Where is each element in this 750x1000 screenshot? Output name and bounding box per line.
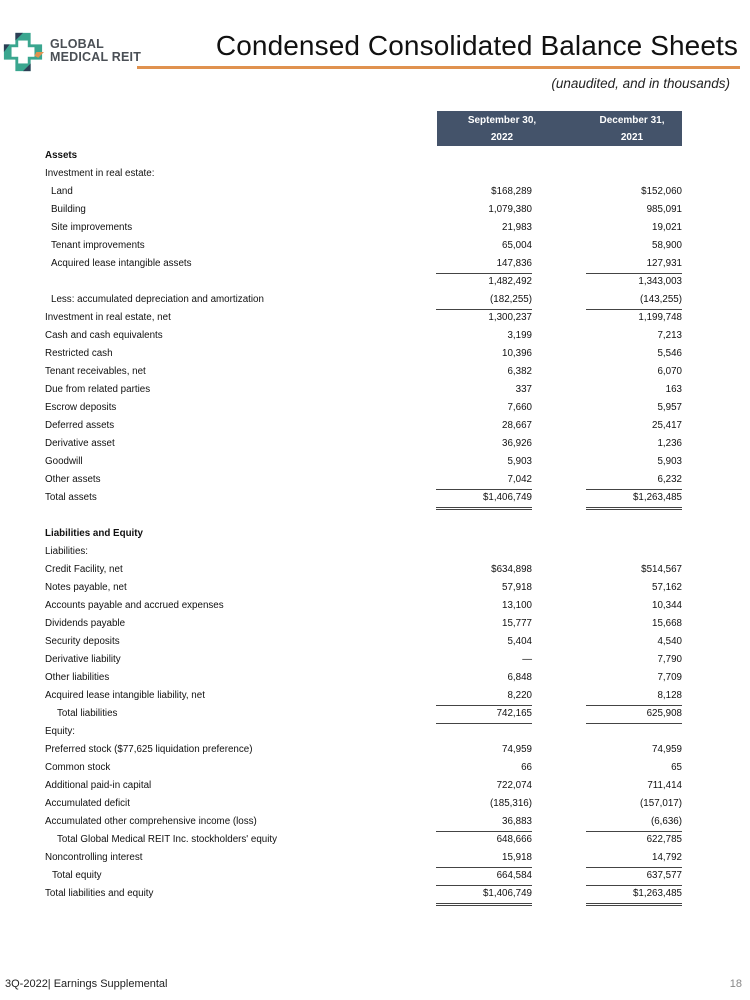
column-header-2-line-1: December 31, bbox=[599, 115, 665, 126]
value-2021: 127,931 bbox=[586, 255, 682, 274]
row-label: Liabilities and Equity bbox=[45, 528, 143, 539]
page-number: 18 bbox=[729, 978, 742, 990]
column-header bbox=[437, 111, 682, 146]
row-label: Investment in real estate, net bbox=[45, 312, 171, 323]
value-2021: 5,957 bbox=[657, 402, 682, 413]
medical-cross-logo-icon bbox=[2, 30, 44, 74]
value-2022: 6,848 bbox=[507, 672, 532, 683]
value-2022: $168,289 bbox=[491, 186, 532, 197]
row-label: Total equity bbox=[52, 870, 102, 881]
value-2021: 8,128 bbox=[586, 687, 682, 706]
row-label: Other liabilities bbox=[45, 672, 110, 683]
value-2021: (157,017) bbox=[640, 798, 682, 809]
value-2021: 163 bbox=[665, 384, 682, 395]
value-2022: 10,396 bbox=[502, 348, 532, 359]
row-label: Total liabilities bbox=[57, 708, 118, 719]
value-2022: 722,074 bbox=[496, 780, 532, 791]
value-2021: 985,091 bbox=[646, 204, 682, 215]
table-row bbox=[0, 777, 750, 795]
value-2021: 14,792 bbox=[586, 849, 682, 868]
table-row bbox=[0, 255, 750, 273]
value-2021: (6,636) bbox=[586, 813, 682, 832]
title-underline bbox=[137, 66, 740, 69]
value-2021: 7,213 bbox=[657, 330, 682, 341]
table-row bbox=[0, 309, 750, 327]
value-2022: 5,404 bbox=[507, 636, 532, 647]
stockholders-equity-row bbox=[0, 831, 750, 849]
row-label: Accumulated deficit bbox=[45, 798, 130, 809]
value-2021: 7,790 bbox=[657, 654, 682, 665]
row-label: Common stock bbox=[45, 762, 111, 773]
balance-sheet-table bbox=[0, 147, 750, 903]
row-label: Cash and cash equivalents bbox=[45, 330, 163, 341]
page-subtitle: (unaudited, and in thousands) bbox=[551, 76, 730, 91]
logo-line-1: GLOBAL bbox=[50, 37, 104, 51]
value-2021: 625,908 bbox=[586, 705, 682, 724]
value-2022: 742,165 bbox=[436, 705, 532, 724]
value-2022: — bbox=[522, 654, 532, 665]
table-row bbox=[0, 291, 750, 309]
table-row bbox=[0, 813, 750, 831]
table-row bbox=[0, 453, 750, 471]
value-2022: 3,199 bbox=[507, 330, 532, 341]
table-row bbox=[0, 327, 750, 345]
value-2022: $1,406,749 bbox=[436, 885, 532, 906]
value-2021: 65 bbox=[671, 762, 682, 773]
value-2022: 337 bbox=[515, 384, 532, 395]
row-label: Total liabilities and equity bbox=[45, 888, 154, 899]
column-header-1-line-2: 2022 bbox=[490, 132, 514, 143]
table-row bbox=[0, 417, 750, 435]
value-2022: 36,926 bbox=[502, 438, 532, 449]
table-row bbox=[0, 219, 750, 237]
value-2021: 1,343,003 bbox=[638, 276, 682, 287]
value-2022: 1,079,380 bbox=[488, 204, 532, 215]
value-2022: (182,255) bbox=[436, 291, 532, 310]
value-2022: 21,983 bbox=[502, 222, 532, 233]
table-row bbox=[0, 165, 750, 183]
row-label: Deferred assets bbox=[45, 420, 115, 431]
row-label: Due from related parties bbox=[45, 384, 151, 395]
value-2021: 1,199,748 bbox=[638, 312, 682, 323]
table-row bbox=[0, 543, 750, 561]
value-2021: 6,070 bbox=[657, 366, 682, 377]
value-2021: 711,414 bbox=[647, 780, 682, 791]
value-2022: 1,482,492 bbox=[488, 276, 532, 287]
value-2021: 622,785 bbox=[646, 834, 682, 845]
row-label: Assets bbox=[45, 150, 78, 161]
table-row bbox=[0, 183, 750, 201]
logo-wordmark bbox=[50, 38, 141, 64]
value-2021: 637,577 bbox=[586, 867, 682, 886]
table-row bbox=[0, 687, 750, 705]
row-label: Accumulated other comprehensive income (loss) bbox=[45, 816, 257, 827]
table-row bbox=[0, 651, 750, 669]
row-label: Tenant improvements bbox=[51, 240, 145, 251]
value-2022: 36,883 bbox=[436, 813, 532, 832]
total-liabilities-row bbox=[0, 705, 750, 723]
value-2021: 5,903 bbox=[657, 456, 682, 467]
row-label: Acquired lease intangible liability, net bbox=[45, 690, 205, 701]
table-row bbox=[0, 741, 750, 759]
row-label: Restricted cash bbox=[45, 348, 113, 359]
value-2022: $1,406,749 bbox=[436, 489, 532, 510]
table-row bbox=[0, 669, 750, 687]
column-header-2-line-2: 2021 bbox=[620, 132, 644, 143]
value-2022: 5,903 bbox=[507, 456, 532, 467]
value-2022: 15,777 bbox=[502, 618, 532, 629]
section-heading-liabilities-equity bbox=[0, 525, 750, 543]
table-row bbox=[0, 795, 750, 813]
value-2022: 15,918 bbox=[436, 849, 532, 868]
value-2022: 6,382 bbox=[507, 366, 532, 377]
table-row bbox=[0, 381, 750, 399]
value-2022: 66 bbox=[521, 762, 532, 773]
table-row bbox=[0, 633, 750, 651]
company-logo bbox=[2, 30, 142, 74]
value-2022: 664,584 bbox=[436, 867, 532, 886]
row-label: Accounts payable and accrued expenses bbox=[45, 600, 224, 611]
row-label: Notes payable, net bbox=[45, 582, 127, 593]
row-label: Site improvements bbox=[51, 222, 133, 233]
row-label: Acquired lease intangible assets bbox=[51, 258, 192, 269]
row-label: Land bbox=[51, 186, 73, 197]
row-label: Credit Facility, net bbox=[45, 564, 123, 575]
table-row bbox=[0, 237, 750, 255]
value-2022: 648,666 bbox=[496, 834, 532, 845]
value-2022: 1,300,237 bbox=[488, 312, 532, 323]
value-2021: 74,959 bbox=[652, 744, 682, 755]
table-row bbox=[0, 201, 750, 219]
row-label: Less: accumulated depreciation and amortization bbox=[51, 294, 264, 305]
row-label: Preferred stock ($77,625 liquidation preference) bbox=[45, 744, 253, 755]
value-2021: 15,668 bbox=[652, 618, 682, 629]
total-assets-row bbox=[0, 489, 750, 507]
row-label: Additional paid-in capital bbox=[45, 780, 152, 791]
row-label: Liabilities: bbox=[45, 546, 89, 557]
value-2021: 58,900 bbox=[652, 240, 682, 251]
value-2021: 4,540 bbox=[657, 636, 682, 647]
value-2022: 74,959 bbox=[502, 744, 532, 755]
value-2022: 57,918 bbox=[502, 582, 532, 593]
value-2022: 65,004 bbox=[502, 240, 532, 251]
value-2021: $514,567 bbox=[641, 564, 682, 575]
value-2022: 7,042 bbox=[436, 471, 532, 490]
table-row bbox=[0, 579, 750, 597]
row-label: Equity: bbox=[45, 726, 75, 737]
table-row bbox=[0, 759, 750, 777]
table-row bbox=[0, 597, 750, 615]
value-2021: $1,263,485 bbox=[586, 489, 682, 510]
value-2021: $1,263,485 bbox=[586, 885, 682, 906]
value-2022: 147,836 bbox=[436, 255, 532, 274]
table-row bbox=[0, 723, 750, 741]
section-heading-assets bbox=[0, 147, 750, 165]
value-2021: 5,546 bbox=[657, 348, 682, 359]
table-row bbox=[0, 849, 750, 867]
value-2021: 57,162 bbox=[652, 582, 682, 593]
table-row bbox=[0, 399, 750, 417]
row-label: Other assets bbox=[45, 474, 101, 485]
value-2022: 13,100 bbox=[502, 600, 532, 611]
value-2021: 7,709 bbox=[657, 672, 682, 683]
value-2022: (185,316) bbox=[490, 798, 532, 809]
column-header-1-line-1: September 30, bbox=[467, 115, 537, 126]
table-row bbox=[0, 561, 750, 579]
table-row bbox=[0, 435, 750, 453]
row-label: Noncontrolling interest bbox=[45, 852, 143, 863]
row-label: Investment in real estate: bbox=[45, 168, 155, 179]
value-2021: 19,021 bbox=[652, 222, 682, 233]
row-label: Tenant receivables, net bbox=[45, 366, 146, 377]
row-label: Building bbox=[51, 204, 86, 215]
row-label: Total Global Medical REIT Inc. stockholders' equity bbox=[57, 834, 278, 845]
value-2022: $634,898 bbox=[491, 564, 532, 575]
table-row bbox=[0, 363, 750, 381]
row-label: Derivative liability bbox=[45, 654, 121, 665]
row-label: Security deposits bbox=[45, 636, 120, 647]
table-row bbox=[0, 471, 750, 489]
value-2021: 6,232 bbox=[586, 471, 682, 490]
value-2022: 28,667 bbox=[502, 420, 532, 431]
row-label: Goodwill bbox=[45, 456, 83, 467]
subtotal-row bbox=[0, 273, 750, 291]
value-2021: 25,417 bbox=[652, 420, 682, 431]
value-2021: 1,236 bbox=[657, 438, 682, 449]
row-label: Dividends payable bbox=[45, 618, 126, 629]
total-equity-row bbox=[0, 867, 750, 885]
value-2021: 10,344 bbox=[652, 600, 682, 611]
table-row bbox=[0, 345, 750, 363]
value-2022: 8,220 bbox=[436, 687, 532, 706]
page-title: Condensed Consolidated Balance Sheets bbox=[215, 30, 738, 61]
value-2021: (143,255) bbox=[586, 291, 682, 310]
value-2022: 7,660 bbox=[507, 402, 532, 413]
footer-text: 3Q-2022| Earnings Supplemental bbox=[5, 978, 168, 990]
row-label: Total assets bbox=[45, 492, 97, 503]
table-row bbox=[0, 615, 750, 633]
row-label: Escrow deposits bbox=[45, 402, 117, 413]
total-liabilities-equity-row bbox=[0, 885, 750, 903]
logo-line-2: MEDICAL REIT bbox=[50, 50, 142, 64]
row-label: Derivative asset bbox=[45, 438, 115, 449]
value-2021: $152,060 bbox=[641, 186, 682, 197]
